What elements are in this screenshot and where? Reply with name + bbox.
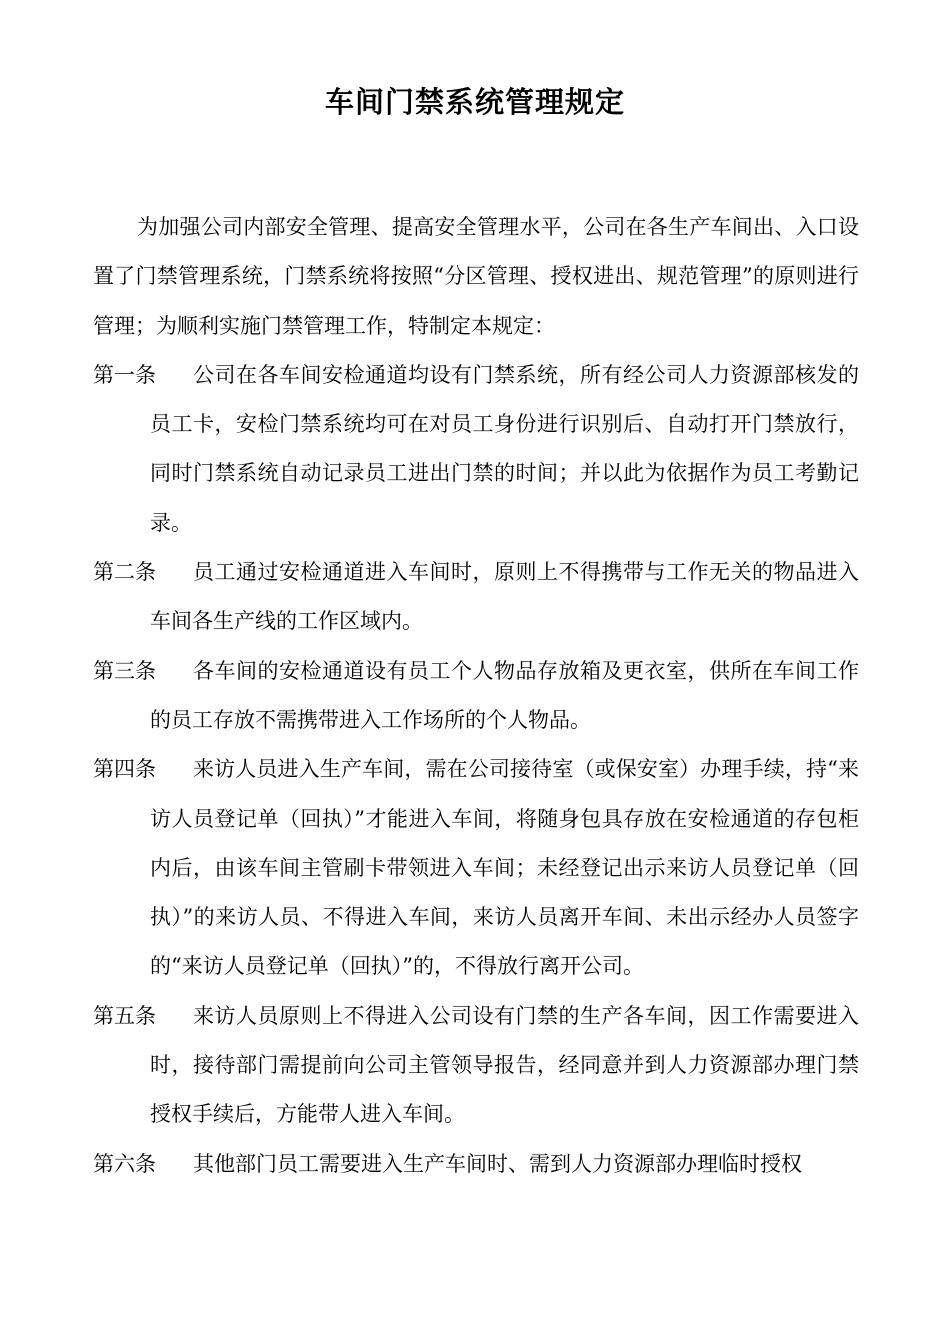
article-text: 来访人员进入生产车间，需在公司接待室（或保安室）办理手续，持“来访人员登记单（回执）”才能进入车间，将随身包具存放在安检通道的存包柜内后，由该车间主管刷卡带领进入车间；未经登记出示来访人员登记单（回执）”的来访人员、不得进入车间，来访人员离开车间、未出示经办人员签字的“来访人员登记单（回执）”的，不得放行离开公司。	[150, 757, 859, 979]
document-title: 车间门禁系统管理规定	[324, 85, 625, 119]
article-5	[93, 992, 859, 1140]
article-label: 第二条	[93, 560, 156, 585]
article-3	[93, 647, 859, 746]
article-text: 来访人员原则上不得进入公司设有门禁的生产各车间，因工作需要进入时，接待部门需提前向公司主管领导报告，经同意并到人力资源部办理门禁授权手续后，方能带人进入车间。	[150, 1003, 859, 1127]
article-label: 第五条	[93, 1003, 156, 1028]
article-2	[93, 548, 859, 647]
article-label: 第三条	[93, 658, 156, 683]
article-text: 其他部门员工需要进入生产车间时、需到人力资源部办理临时授权	[193, 1151, 802, 1176]
article-label: 第四条	[93, 757, 156, 782]
article-text: 各车间的安检通道设有员工个人物品存放箱及更衣室，供所在车间工作的员工存放不需携带进入工作场所的个人物品。	[150, 658, 859, 732]
intro-paragraph: 为加强公司内部安全管理、提高安全管理水平，公司在各生产车间出、入口设置了门禁管理系统，门禁系统将按照“分区管理、授权进出、规范管理”的原则进行管理；为顺利实施门禁管理工作，特制定本规定：	[93, 215, 859, 338]
article-text: 公司在各车间安检通道均设有门禁系统，所有经公司人力资源部核发的员工卡，安检门禁系统均可在对员工身份进行识别后、自动打开门禁放行，同时门禁系统自动记录员工进出门禁的时间；并以此为依据作为员工考勤记录。	[150, 362, 859, 535]
document-body	[93, 203, 859, 1189]
article-1	[93, 351, 859, 548]
article-label: 第六条	[93, 1151, 156, 1176]
article-text: 员工通过安检通道进入车间时，原则上不得携带与工作无关的物品进入车间各生产线的工作区域内。	[150, 560, 859, 634]
article-6	[93, 1140, 859, 1189]
article-label: 第一条	[93, 362, 156, 387]
article-4	[93, 745, 859, 991]
